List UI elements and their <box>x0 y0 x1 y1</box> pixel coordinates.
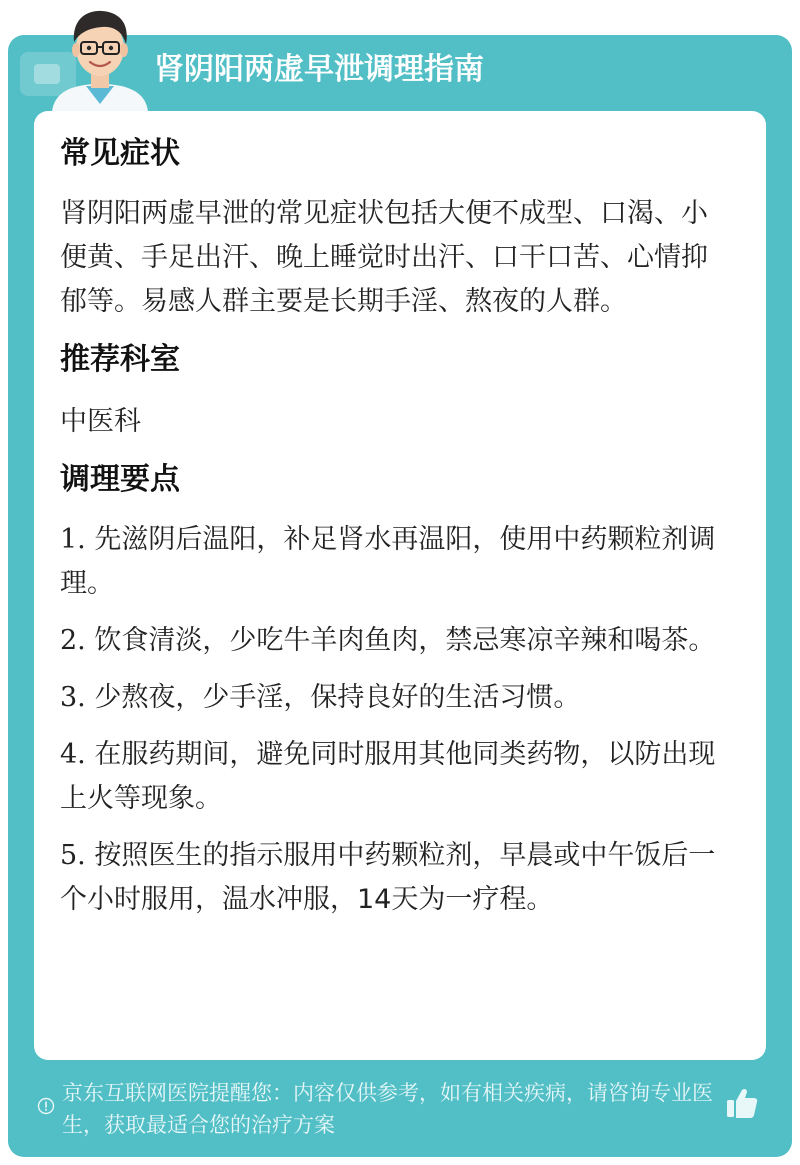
care-tip: 2. 饮食清淡，少吃牛羊肉鱼肉，禁忌寒凉辛辣和喝茶。 <box>60 625 716 656</box>
care-tip: 4. 在服药期间，避免同时服用其他同类药物，以防出现上火等现象。 <box>60 739 716 814</box>
doctor-avatar <box>44 0 156 112</box>
care-tips-list <box>60 518 730 922</box>
guide-content <box>60 132 730 935</box>
department-heading: 推荐科室 <box>60 342 180 377</box>
care-heading: 调理要点 <box>60 462 180 497</box>
thumbs-up-icon[interactable] <box>724 1085 760 1121</box>
department-text: 中医科 <box>60 406 141 437</box>
footer-disclaimer: 京东互联网医院提醒您：内容仅供参考，如有相关疾病，请咨询专业医生，获取最适合您的治疗方案 <box>62 1081 713 1137</box>
care-tip: 1. 先滋阴后温阳，补足肾水再温阳，使用中药颗粒剂调理。 <box>60 524 716 599</box>
symptoms-heading: 常见症状 <box>60 136 180 171</box>
page-title: 肾阴阳两虚早泄调理指南 <box>154 52 484 87</box>
symptoms-text: 肾阴阳两虚早泄的常见症状包括大便不成型、口渴、小便黄、手足出汗、晚上睡觉时出汗、口干口苦、心情抑郁等。易感人群主要是长期手淫、熬夜的人群。 <box>60 198 708 317</box>
info-icon <box>37 1097 55 1115</box>
care-tip: 3. 少熬夜，少手淫，保持良好的生活习惯。 <box>60 682 581 713</box>
care-tip: 5. 按照医生的指示服用中药颗粒剂，早晨或中午饭后一个小时服用，温水冲服，14天为一疗程。 <box>60 840 716 915</box>
